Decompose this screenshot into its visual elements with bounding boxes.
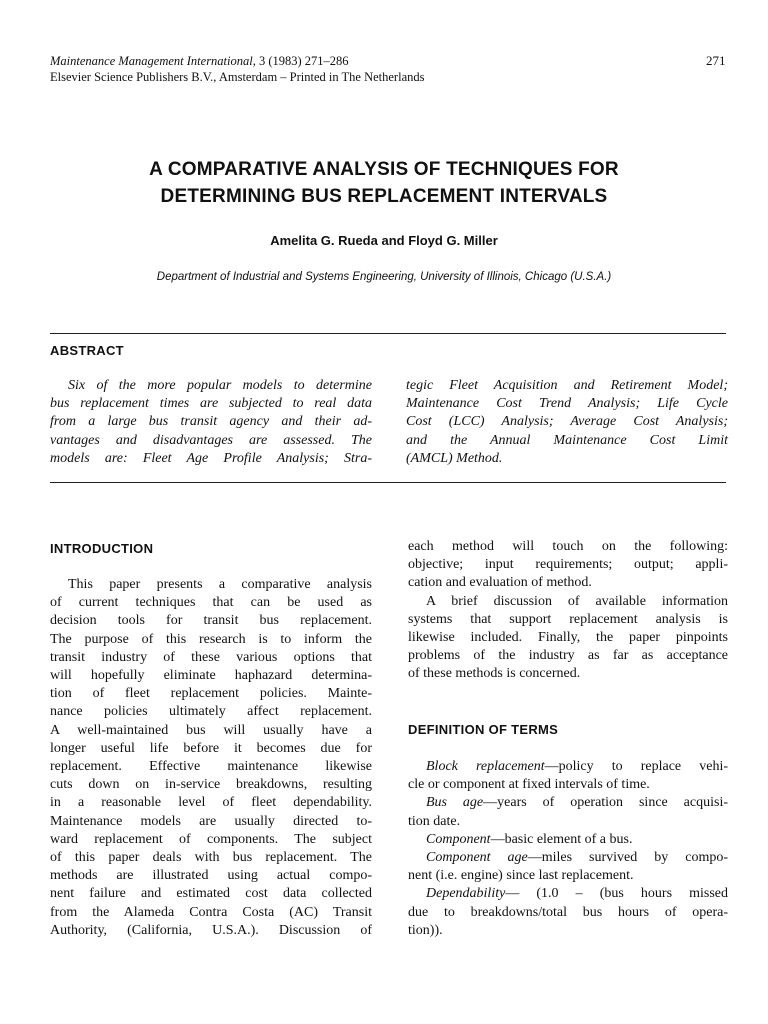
definition-line: Component age—miles survived by compo- bbox=[426, 850, 729, 866]
abstract-line: and the Annual Maintenance Cost Limit bbox=[406, 432, 728, 448]
definition-term: Component age bbox=[426, 850, 528, 866]
body-line: A well-maintained bus will usually have a bbox=[50, 722, 372, 738]
body-line: of this paper deals with bus replacement. The bbox=[50, 850, 372, 866]
paper-title-line-1: A COMPARATIVE ANALYSIS OF TECHNIQUES FOR bbox=[149, 159, 619, 180]
body-line: will hopefully eliminate haphazard determina- bbox=[50, 668, 372, 684]
abstract-line: models are: Fleet Age Profile Analysis; Stra- bbox=[50, 450, 372, 466]
body-line: cuts down on in-service breakdowns, resulting bbox=[50, 777, 372, 793]
definitions-body bbox=[408, 758, 728, 940]
body-line: of these methods is concerned. bbox=[408, 666, 581, 682]
body-line: Authority, (California, U.S.A.). Discussion of bbox=[50, 922, 372, 938]
body-line: replacement. Effective maintenance likewise bbox=[50, 759, 372, 775]
abstract-line: tegic Fleet Acquisition and Retirement Model; bbox=[406, 378, 728, 393]
abstract-line: (AMCL) Method. bbox=[406, 450, 503, 466]
abstract-line: from a large bus transit agency and their ad- bbox=[50, 414, 372, 430]
definition-line: Block replacement—policy to replace vehi- bbox=[426, 759, 728, 774]
abstract-top-rule bbox=[50, 333, 726, 334]
body-line: problems of the industry as far as acceptance bbox=[408, 648, 728, 664]
introduction-continued bbox=[408, 538, 728, 684]
definition-term: Bus age bbox=[426, 795, 484, 811]
definition-line: Component—basic element of a bus. bbox=[426, 831, 633, 847]
body-line: longer useful life before it becomes due for bbox=[50, 740, 372, 756]
publisher-line: Elsevier Science Publishers B.V., Amsterdam – Printed in The Netherlands bbox=[50, 70, 425, 84]
definition-line: due to breakdowns/total bus hours of opera- bbox=[408, 904, 728, 920]
abstract-left-column bbox=[50, 377, 372, 468]
journal-citation bbox=[50, 53, 349, 69]
body-line: objective; input requirements; output; appli- bbox=[408, 557, 728, 573]
abstract-line: Cost (LCC) Analysis; Average Cost Analysis; bbox=[406, 414, 728, 430]
introduction-heading: INTRODUCTION bbox=[50, 541, 154, 556]
definition-term: Component bbox=[426, 831, 491, 847]
definition-term: Dependability bbox=[426, 886, 506, 902]
abstract-line: Maintenance Cost Trend Analysis; Life Cycle bbox=[406, 396, 728, 412]
journal-name: Maintenance Management International bbox=[50, 54, 253, 68]
body-line: Maintenance models are usually directed to- bbox=[50, 813, 372, 829]
body-line: from the Alameda Contra Costa (AC) Transit bbox=[50, 904, 372, 920]
authors: Amelita G. Rueda and Floyd G. Miller bbox=[270, 233, 498, 248]
definition-term: Block replacement bbox=[426, 759, 545, 774]
abstract-line: Six of the more popular models to determine bbox=[68, 378, 372, 393]
body-line: The purpose of this research is to inform the bbox=[50, 631, 372, 647]
abstract-line: vantages and disadvantages are assessed. The bbox=[50, 432, 372, 448]
body-line: nance policies ultimately affect replacement. bbox=[50, 704, 372, 720]
introduction-body bbox=[50, 576, 372, 940]
body-line: of current techniques that can be used as bbox=[50, 595, 372, 611]
definitions-heading: DEFINITION OF TERMS bbox=[408, 722, 559, 737]
body-line: decision tools for transit bus replacement. bbox=[50, 613, 372, 629]
body-line: tion of fleet replacement policies. Mainte- bbox=[50, 686, 372, 702]
page-number: 271 bbox=[706, 53, 726, 68]
abstract-right-column bbox=[406, 377, 728, 468]
abstract-line: bus replacement times are subjected to real data bbox=[50, 396, 372, 412]
body-line: A brief discussion of available information bbox=[426, 593, 728, 609]
definition-line: tion date. bbox=[408, 813, 461, 829]
body-line: This paper presents a comparative analysis bbox=[68, 577, 372, 592]
body-line: transit industry of these various options that bbox=[50, 649, 372, 665]
paper-title-line-2: DETERMINING BUS REPLACEMENT INTERVALS bbox=[160, 186, 608, 207]
abstract-bottom-rule bbox=[50, 482, 726, 483]
body-line: systems that support replacement analysis is bbox=[408, 611, 728, 627]
definition-line: cle or component at fixed intervals of time. bbox=[408, 777, 650, 793]
body-line: nent failure and estimated cost data collected bbox=[50, 886, 372, 902]
definition-line: nent (i.e. engine) since last replacement. bbox=[408, 868, 634, 884]
definition-line: tion)). bbox=[408, 922, 443, 938]
definition-line: Dependability— (1.0 – (bus hours missed bbox=[426, 886, 728, 902]
affiliation: Department of Industrial and Systems Engineering, University of Illinois, Chicago (U.S.A.) bbox=[156, 271, 612, 283]
body-line: ward replacement of components. The subject bbox=[50, 831, 372, 847]
body-line: likewise included. Finally, the paper pinpoints bbox=[408, 630, 728, 646]
abstract-heading: ABSTRACT bbox=[50, 343, 124, 358]
body-line: in a reasonable level of fleet dependability. bbox=[50, 795, 372, 811]
definition-line: Bus age—years of operation since acquisi- bbox=[426, 795, 728, 811]
volume-info: , 3 (1983) 271–286 bbox=[252, 54, 349, 68]
body-line: each method will touch on the following: bbox=[408, 539, 728, 554]
body-line: methods are illustrated using actual compo- bbox=[50, 868, 372, 884]
body-line: cation and evaluation of method. bbox=[408, 575, 592, 591]
